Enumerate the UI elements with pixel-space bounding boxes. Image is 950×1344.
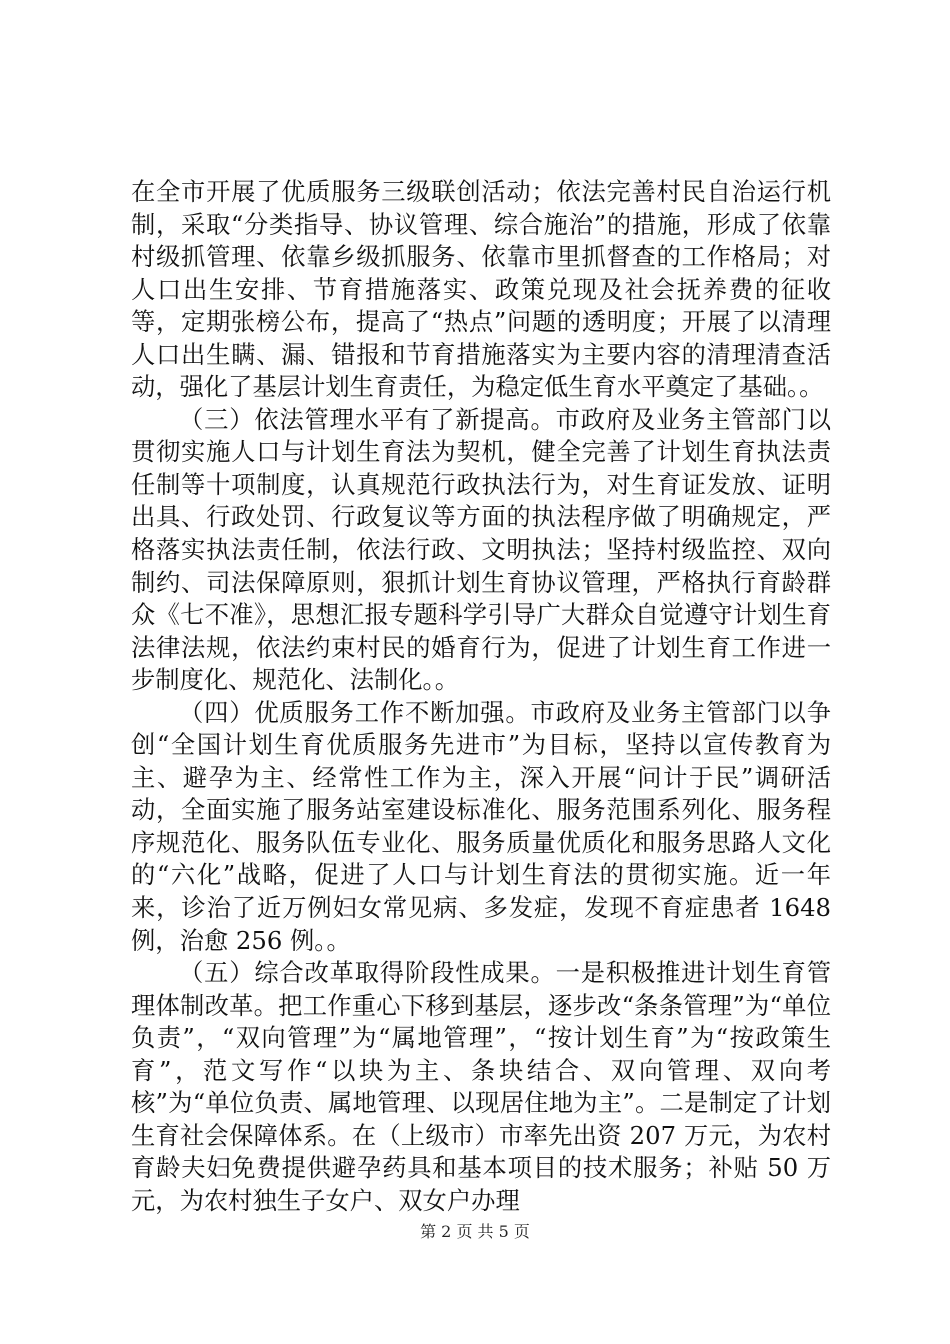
paragraph-continuation: 在全市开展了优质服务三级联创活动；依法完善村民自治运行机制，采取“分类指导、协议管理、综合施治”的措施，形成了依靠村级抓管理、依靠乡级抓服务、依靠市里抓督查的工作格局；对人口出生安排、节育措施落实、政策兑现及社会抚养费的征收等，定期张榜公布，提高了“热点”问题的透明度；开展了以清理人口出生瞒、漏、错报和节育措施落实为主要内容的清理清查活动，强化了基层计划生育责任，为稳定低生育水平奠定了基础。。: [131, 177, 831, 402]
paragraph-section-4: （四）优质服务工作不断加强。市政府及业务主管部门以争创“全国计划生育优质服务先进市”为目标，坚持以宣传教育为主、避孕为主、经常性工作为主，深入开展“问计于民”调研活动，全面实施了服务站室建设标准化、服务范围系列化、服务程序规范化、服务队伍专业化、服务质量优质化和服务思路人文化的“六化”战略，促进了人口与计划生育法的贯彻实施。近一年来，诊治了近万例妇女常见病、多发症，发现不育症患者 1648 例，治愈 256 例。。: [131, 697, 831, 955]
document-body: [131, 176, 831, 1218]
paragraph-section-3: （三）依法管理水平有了新提高。市政府及业务主管部门以贯彻实施人口与计划生育法为契机，健全完善了计划生育执法责任制等十项制度，认真规范行政执法行为，对生育证发放、证明出具、行政处罚、行政复议等方面的执法程序做了明确规定，严格落实执法责任制，依法行政、文明执法；坚持村级监控、双向制约、司法保障原则，狠抓计划生育协议管理，严格执行育龄群众《七不准》，思想汇报专题科学引导广大群众自觉遵守计划生育法律法规，依法约束村民的婚育行为，促进了计划生育工作进一步制度化、规范化、法制化。。: [131, 404, 831, 695]
paragraph-section-5: （五）综合改革取得阶段性成果。一是积极推进计划生育管理体制改革。把工作重心下移到基层，逐步改“条条管理”为“单位负责”，“双向管理”为“属地管理”，“按计划生育”为“按政策生育”，范文写作“以块为主、条块结合、双向管理、双向考核”为“单位负责、属地管理、以现居住地为主”。二是制定了计划生育社会保障体系。在（上级市）市率先出资 207 万元，为农村育龄夫妇免费提供避孕药具和基本项目的技术服务；补贴 50 万元，为农村独生子女户、双女户办理: [131, 958, 831, 1215]
page-footer: 第 2 页 共 5 页: [420, 1222, 530, 1241]
